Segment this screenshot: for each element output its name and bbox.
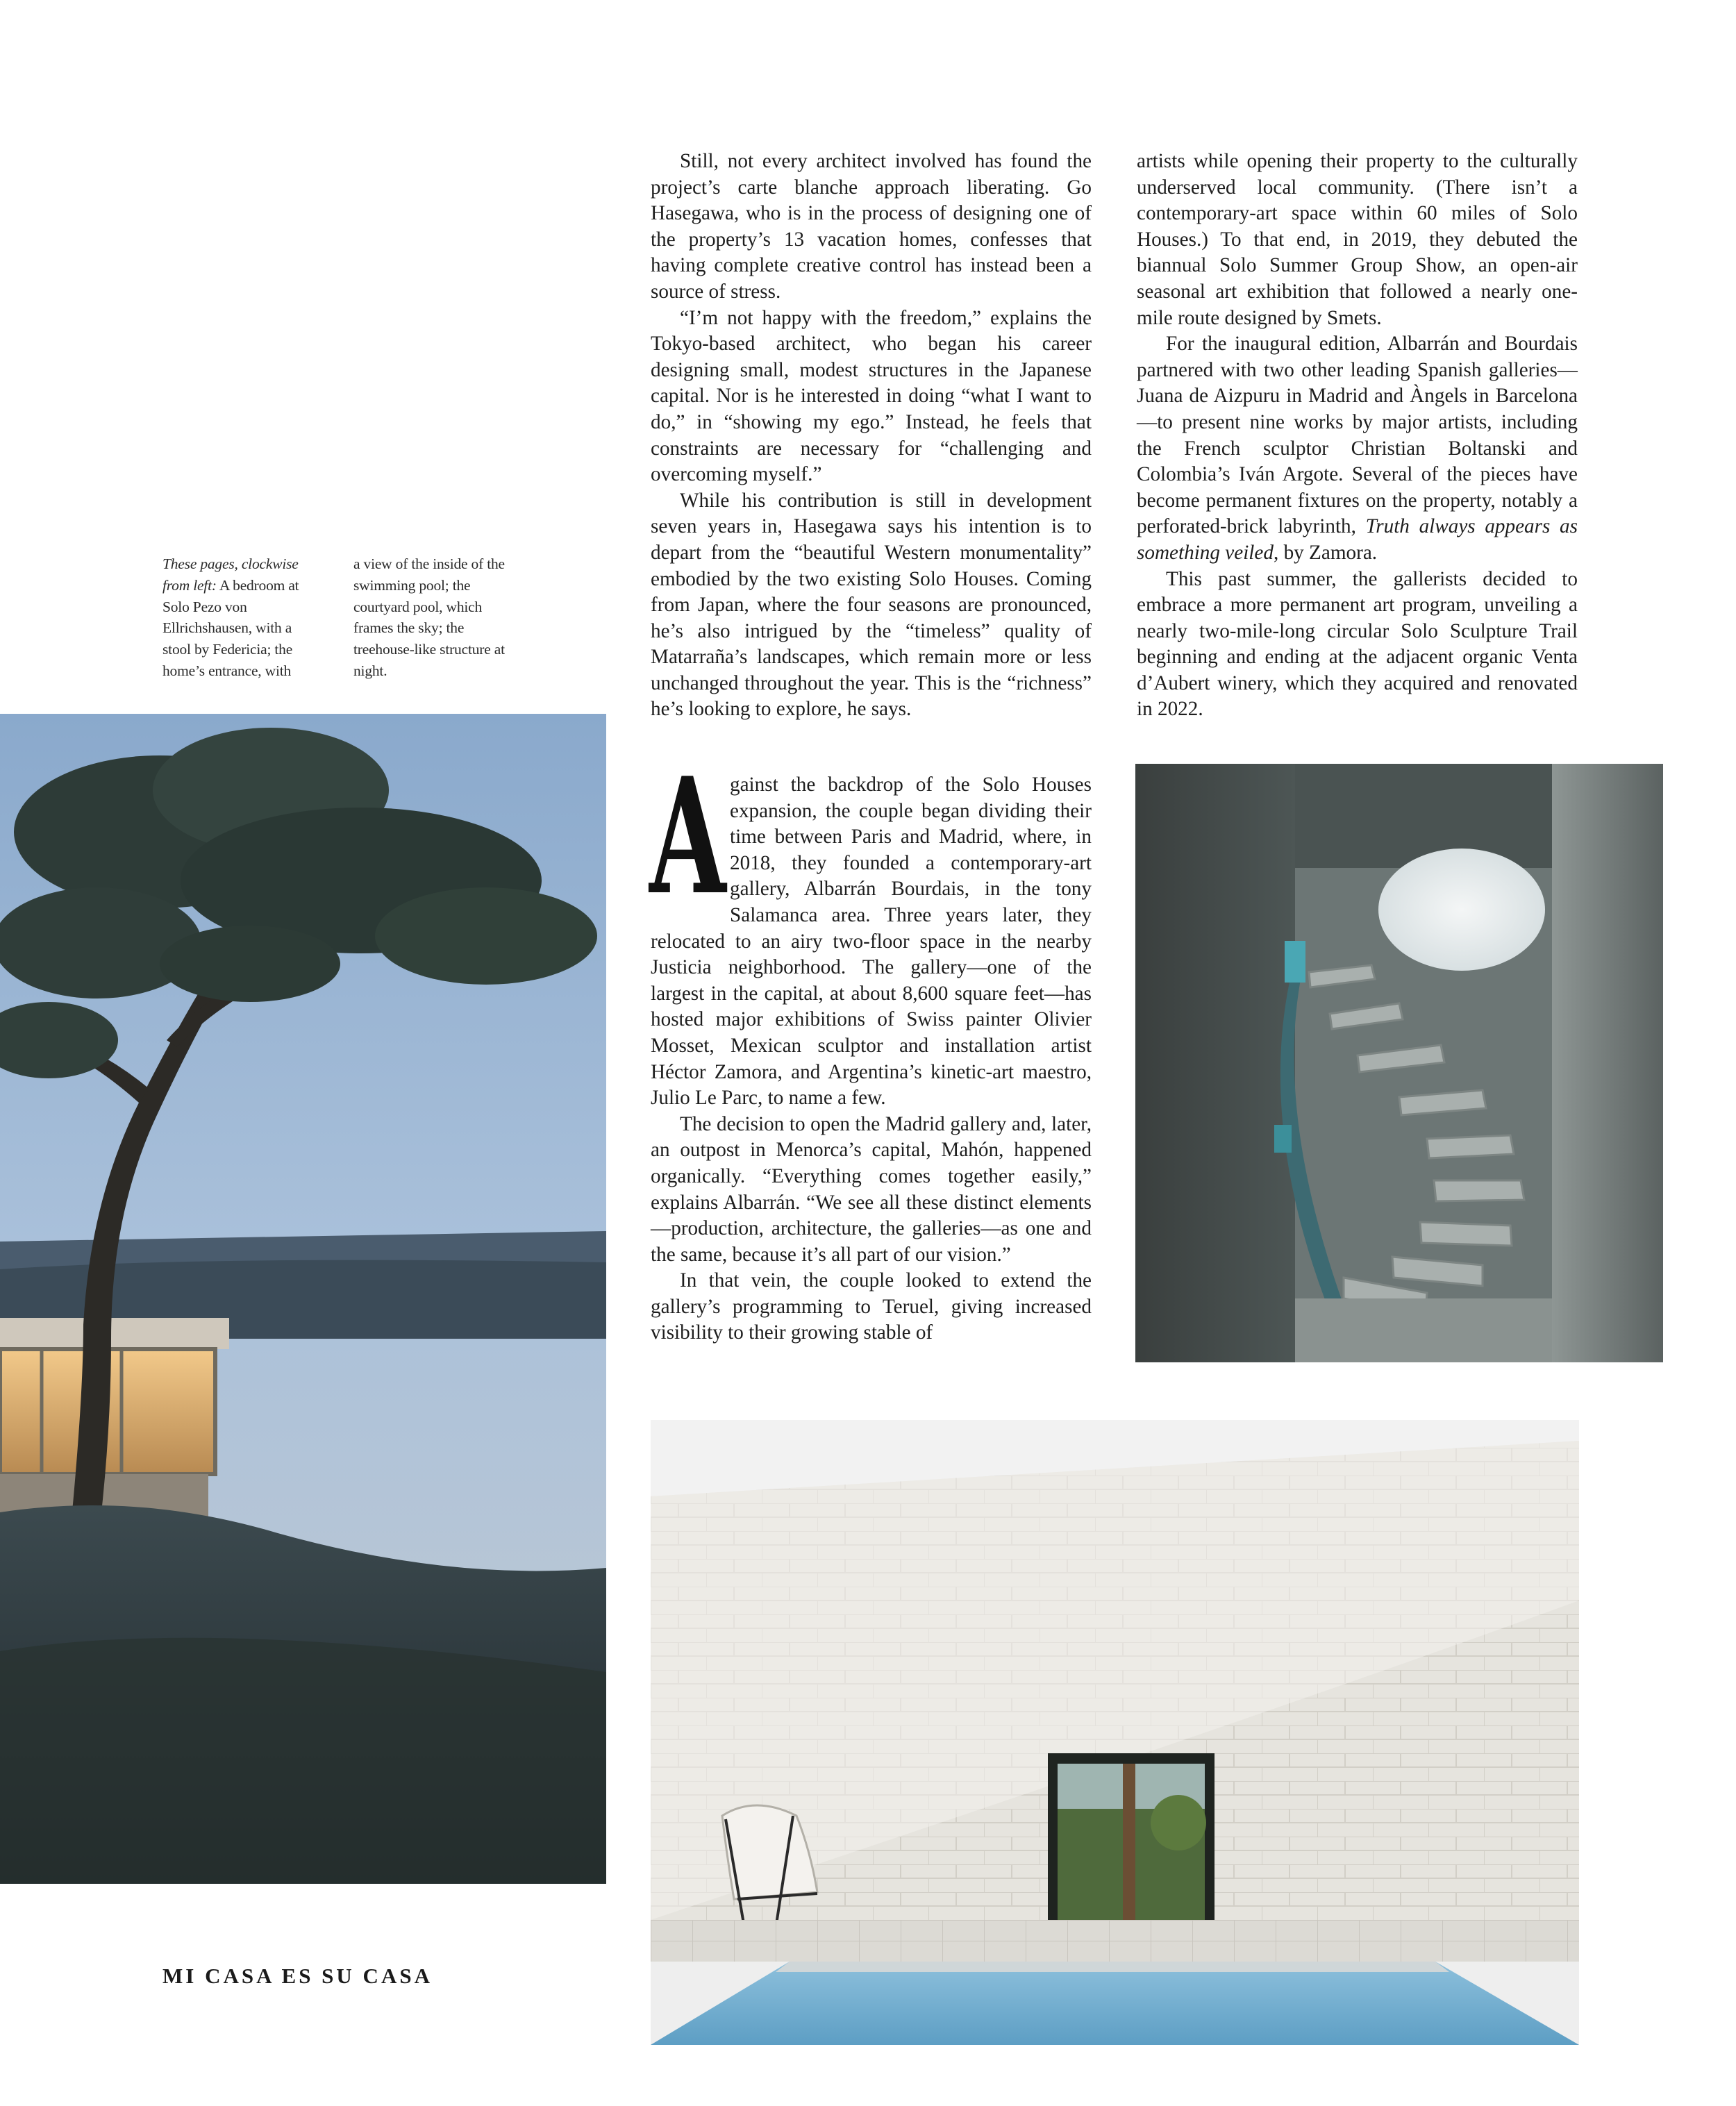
article-paragraph: While his contribution is still in development seven years in, Hasegawa says his intention is to depart from the “beautiful Western monumentality” embodied by the two existing Solo Houses. Coming from Japan, where the four seasons are pronounced, he’s also intrigued by the “timeless” quality of Matarraña’s landscapes, which remain more or less unchanged throughout the year. This is the “richness” he’s looking to explore, he says. <box>651 489 1092 721</box>
drop-cap: A <box>649 743 726 930</box>
article-paragraph: Still, not every architect involved has found the project’s carte blanche approach liberating. Go Hasegawa, who is in the process of designing one of the property’s 13 vacation homes, confesses that having complete creative control has instead been a source of stress. <box>651 150 1092 303</box>
photo-courtyard-pool <box>651 1420 1579 2045</box>
article-column-1-bottom <box>649 743 1092 1346</box>
artwork-title: Truth always appears as something veiled <box>1137 515 1578 564</box>
article-column-2 <box>1137 149 1578 723</box>
photo-caption-left <box>162 553 322 682</box>
article-column-1-top <box>651 149 1092 723</box>
photo-caption-right <box>353 553 520 682</box>
dropcap-paragraph-text: gainst the backdrop of the Solo Houses expansion, the couple began dividing their time between Paris and Madrid, where, in 2018, they founded a contemporary-art gallery, Albarrán Bourdais, in the tony Salamanca area. Three years later, they relocated to an airy two-floor space in the nearby Justicia neighborhood. The gallery—one of the largest in the capital, at about 8,600 square feet—has hosted major exhibitions of Swiss painter Olivier Mosset, Mexican sculptor and installation artist Héctor Zamora, and Argentina’s kinetic-art maestro, Julio Le Parc, to name a few. <box>651 774 1092 1110</box>
caption-lead: These pages, clockwise from left: <box>162 555 299 594</box>
article-paragraph: In that vein, the couple looked to extend the gallery’s programming to Teruel, giving increased visibility to their growing stable of <box>651 1269 1092 1344</box>
article-paragraph: The decision to open the Madrid gallery and, later, an outpost in Menorca’s capital, Mahón, happened organically. “Everything comes together easily,” explains Albarrán. “We see all these distinct elements—production, architecture, the galleries—as one and the same, because it’s all part of our vision.” <box>651 1112 1092 1266</box>
section-label: MI CASA ES SU CASA <box>162 1964 433 1988</box>
para-text: , by Zamora. <box>1273 541 1378 564</box>
caption-text-right: a view of the inside of the swimming pool; the courtyard pool, which frames the sky; the treehouse-like structure at night. <box>353 555 505 679</box>
caption-text-left: A bedroom at Solo Pezo von Ellrichshausen, with a stool by Federicia; the home’s entrance, with <box>162 576 299 679</box>
article-paragraph-dropcap <box>649 743 1092 1112</box>
article-paragraph <box>1137 331 1578 566</box>
article-paragraph: artists while opening their property to the culturally underserved local community. (There isn’t a contemporary-art space within 60 miles of Solo Houses.) To that end, in 2019, they debuted the biannual Solo Summer Group Show, an open-air seasonal art exhibition that followed a nearly one-mile route designed by Smets. <box>1137 150 1578 329</box>
staircase-illustration <box>1135 764 1663 1362</box>
photo-treehouse-night <box>0 714 606 1884</box>
para-text: For the inaugural edition, Albarrán and Bourdais partnered with two other leading Spanish galleries—Juana de Aizpuru in Madrid and Àngels in Barcelona—to present nine works by major artists, including the French sculptor Christian Boltanski and Colombia’s Iván Argote. Several of the pieces have become permanent fixtures on the property, notably a perforated-brick labyrinth, <box>1137 333 1578 538</box>
article-paragraph: “I’m not happy with the freedom,” explains the Tokyo-based architect, who began his career designing small, modest structures in the Japanese capital. Nor is he interested in doing “what I want to do,” in “showing my ego.” Instead, he feels that constraints are necessary for “challenging and overcoming myself.” <box>651 306 1092 486</box>
treehouse-night-illustration <box>0 714 606 1884</box>
pool-illustration <box>651 1420 1579 2045</box>
article-paragraph: This past summer, the gallerists decided to embrace a more permanent art program, unveiling a nearly two-mile-long circular Solo Sculpture Trail beginning and ending at the adjacent organic Venta d’Aubert winery, which they acquired and renovated in 2022. <box>1137 567 1578 721</box>
photo-spiral-staircase <box>1135 764 1663 1362</box>
